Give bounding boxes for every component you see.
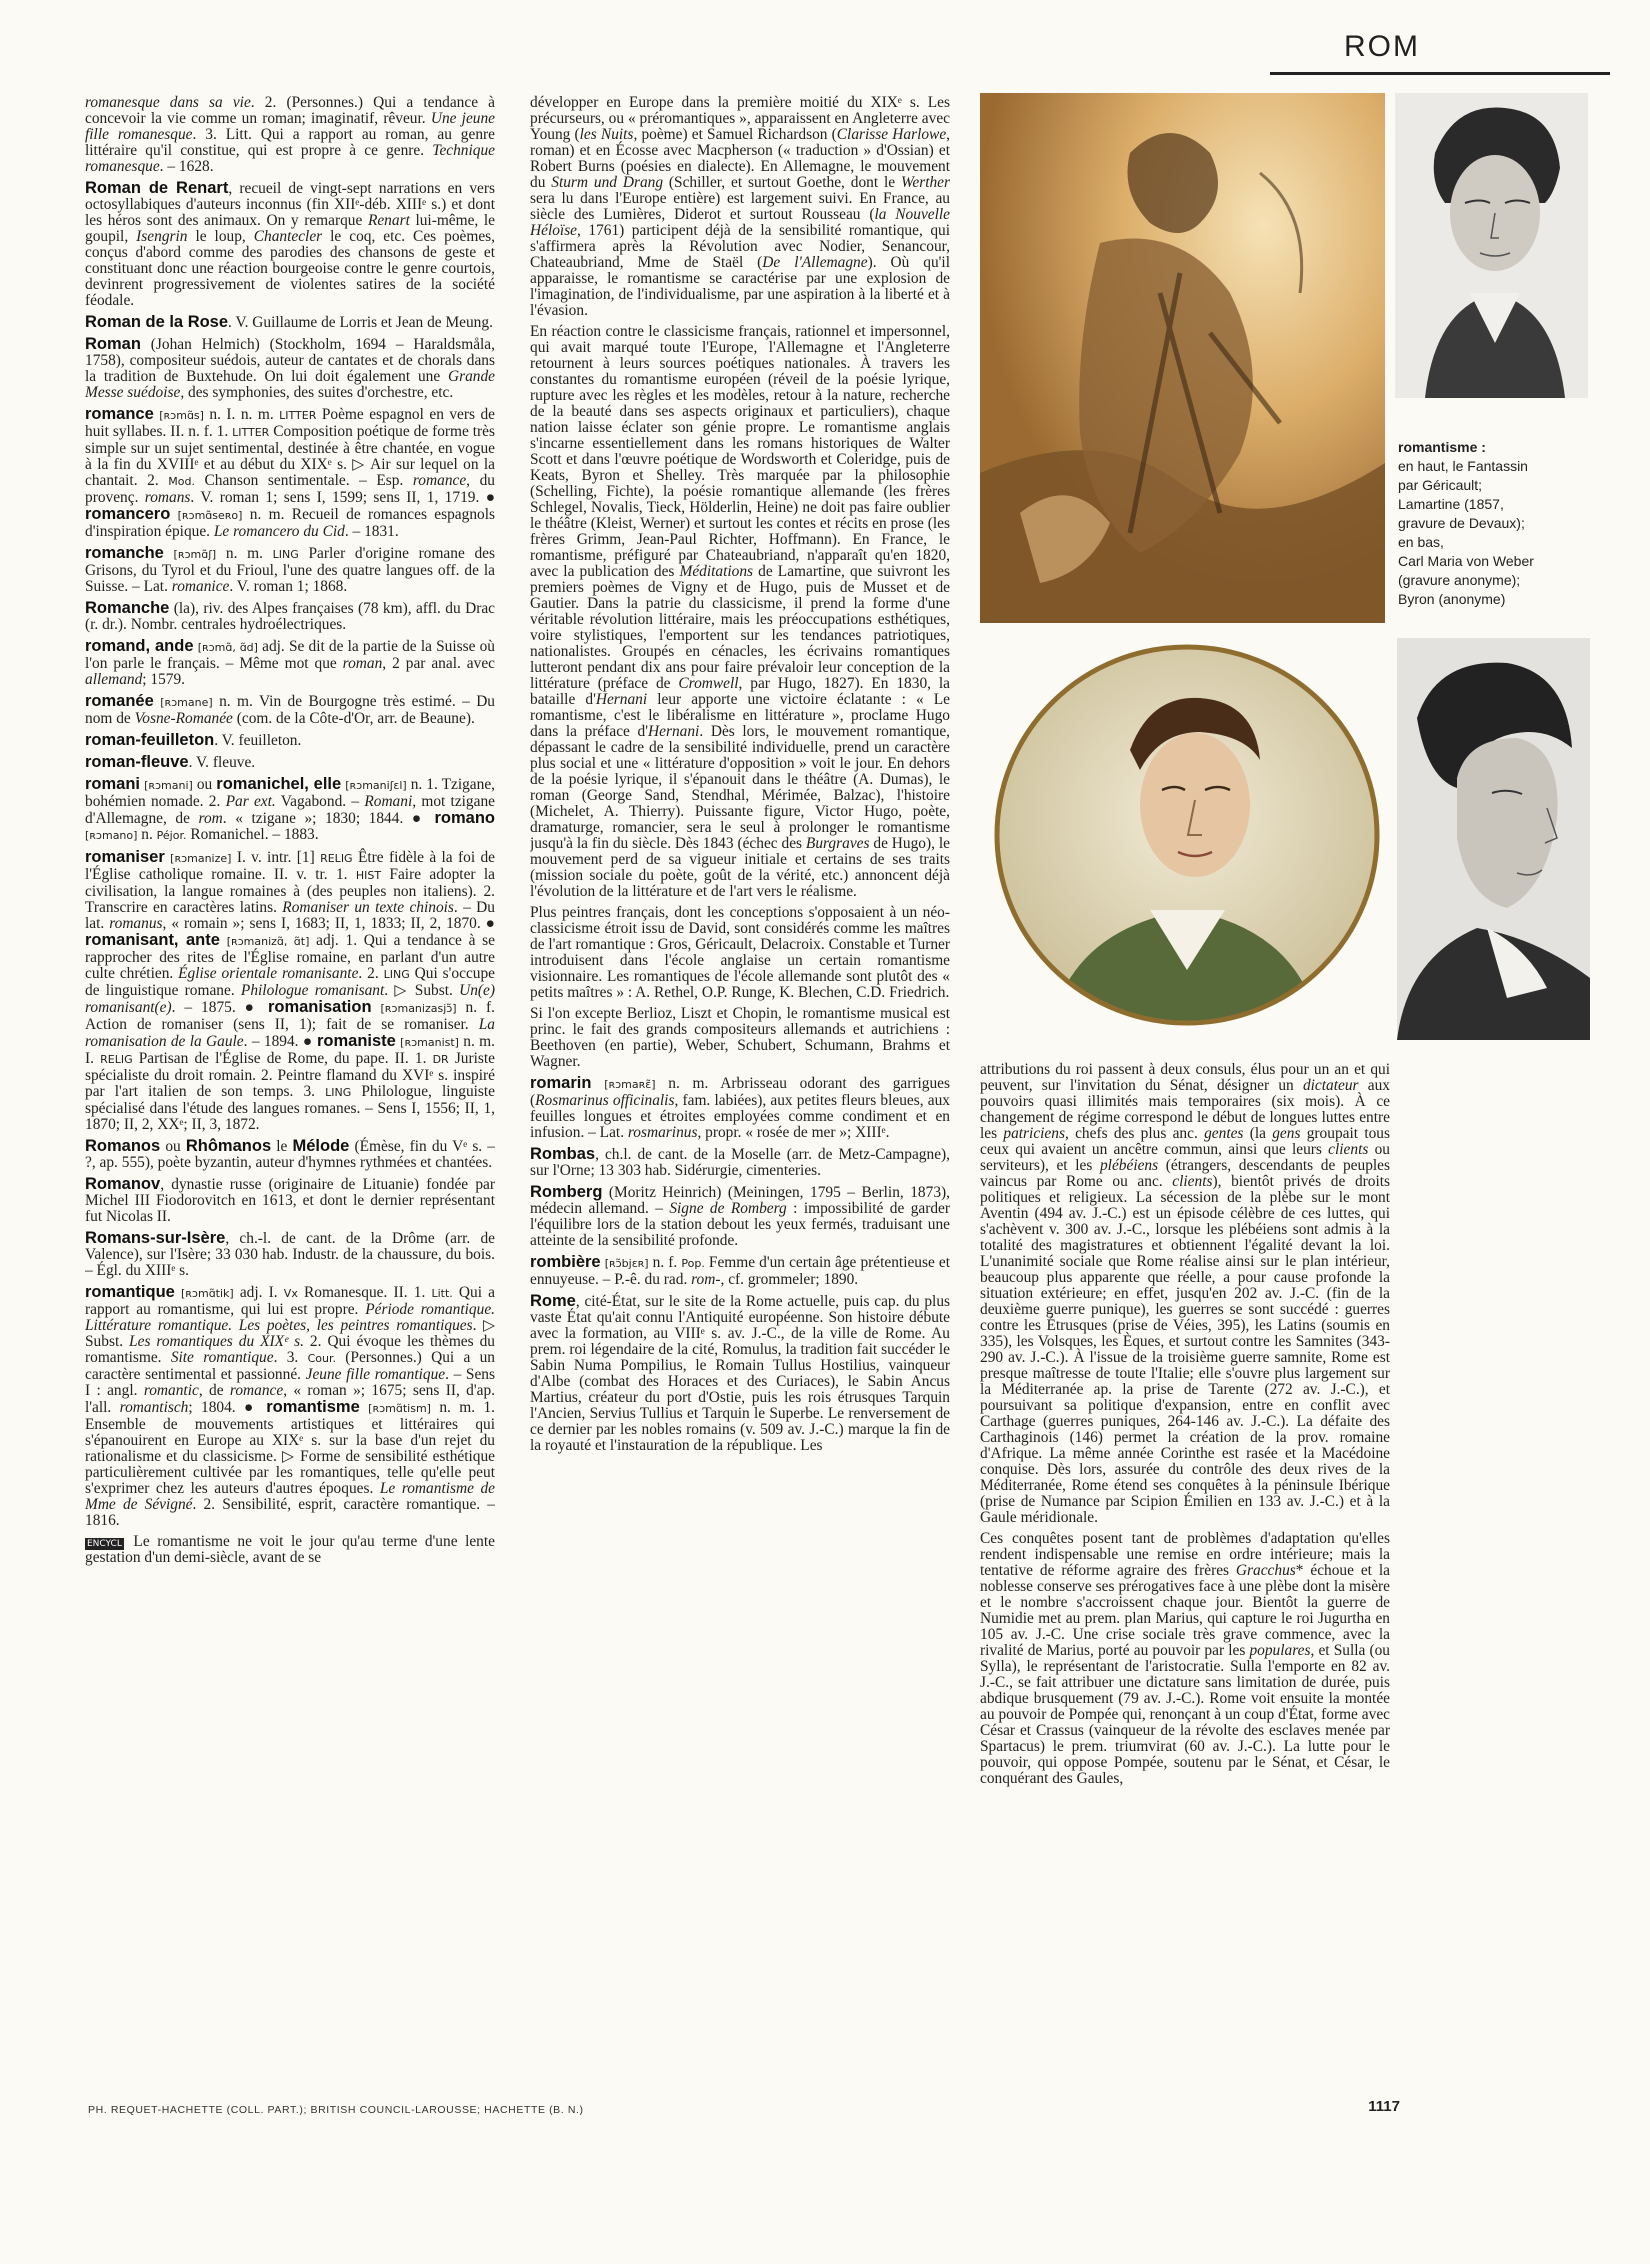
portrait-lamartine-image	[1395, 93, 1588, 398]
entry-text: romanesque dans sa vie	[85, 95, 251, 111]
entry-paragraph	[85, 314, 495, 331]
entry-text: . – 1894. ●	[243, 1033, 317, 1050]
entry-text: , de	[198, 1382, 230, 1399]
entry-text: lui-même, le goupil,	[85, 212, 495, 245]
entry-text: Cour.	[307, 1352, 336, 1365]
entry-paragraph	[980, 1531, 1390, 1787]
entry-paragraph	[980, 1062, 1390, 1526]
entry-text: Hernani	[648, 723, 700, 740]
entry-headword: Romanov	[85, 1175, 161, 1193]
entry-paragraph	[85, 754, 495, 771]
entry-text: (Personnes.) Qui a un caractère sentimental et passionné.	[85, 1349, 495, 1383]
entry-text: , 1761) participent déjà de la sensibilité romantique, qui s'affirmera après la Révolution avec Nodier, Senancour, Chateaubriand, Mme de Staël (	[530, 222, 950, 271]
entry-text: , propr. « rosée de mer »; XIIIᵉ.	[697, 1124, 890, 1141]
entry-headword: romarin	[530, 1074, 592, 1092]
entry-text: groupait tous ceux qui avaient un ancêtre commun, ainsi que leurs	[980, 1125, 1390, 1158]
entry-text: Romanesque. II. 1.	[297, 1284, 432, 1301]
entry-text: .	[159, 158, 164, 175]
entry-text: [ʀɔmaniʃɛl]	[345, 779, 407, 792]
entry-text: Pop.	[681, 1257, 705, 1270]
entry-text: I. v. intr. [1]	[231, 849, 321, 866]
entry-text: Composition poétique de forme très simple sur un sujet sentimental, destinée à être chantée, en vogue à la fin du XVIIIᵉ et au début du XIXᵉ s. ▷ Air sur lequel on la chantait. 2.	[85, 423, 495, 489]
entry-text: Poème espagnol en vers de huit syllabes. II. n. f. 1.	[85, 406, 495, 440]
entry-text	[360, 1399, 368, 1416]
caption-line: Carl Maria von Weber	[1398, 553, 1534, 569]
caption-title: romantisme :	[1398, 439, 1486, 455]
entry-text: Romaniser un texte chinois	[282, 899, 454, 916]
entry-text: Le romancero du Cid	[213, 523, 345, 540]
entry-text: Qui s'occupe de linguistique romane.	[85, 965, 495, 999]
caption-line: en haut, le Fantassin	[1398, 458, 1528, 474]
text-column-left	[85, 95, 495, 2095]
entry-headword: romanche	[85, 544, 164, 562]
running-head: ROM	[1344, 30, 1420, 63]
entry-text: [ʀɔmɑ̃, ɑ̃d]	[197, 641, 258, 654]
entry-headword: romancero	[85, 505, 171, 523]
entry-paragraph	[85, 95, 495, 175]
entry-text	[170, 506, 177, 523]
entry-text: le	[271, 1138, 293, 1155]
entry-text: , ch.-l. de cant. de la Drôme (arr. de Valence), sur l'Isère; 33 030 hab. Industr. de la chaussure, du bois. – Égl. du XIIIᵉ s.	[85, 1230, 495, 1279]
entry-paragraph	[530, 95, 950, 319]
entry-text: . V. feuilleton.	[214, 732, 302, 749]
entry-text: . 2. (Personnes.) Qui a tendance à concevoir la vie comme un roman; imaginatif, rêveur.	[85, 95, 495, 127]
entry-text: [ʀɔmano]	[85, 829, 138, 842]
entry-headword: Romans-sur-Isère	[85, 1229, 226, 1247]
entry-text: (Johan Helmich) (Stockholm, 1694 – Haraldsmåla, 1758), compositeur suédois, auteur de cantates et de chorals dans la tradition de Buxtehude. On lui doit également une	[85, 336, 495, 385]
header-rule	[1270, 72, 1610, 75]
entry-text: rom	[198, 810, 223, 827]
entry-headword: Romanos	[85, 1137, 161, 1155]
entry-text: LITTER	[279, 409, 317, 422]
entry-text: Péjor.	[156, 829, 187, 842]
page-number: 1117	[1368, 2098, 1400, 2115]
entry-headword: Romanche	[85, 599, 170, 617]
entry-text: ), bientôt privés de droits politiques et religieux. La sécession de la plèbe sur le mont Aventin (494 av. J.-C.) est un épisode célèbre de ces luttes, qui s'achèvent v. 300 av. J.-C., lorsque les plébéiens sont admis à la totalité des magistratures et obtiennent l'égalité devant la loi. L'unanimité sociale que Rome réalise ainsi sur le plan intérieur, beaucoup plus apparente que réelle, a pour cause profonde la situation extérieure; en effet, jusqu'en 202 av. J.-C. (fin de la deuxième guerre punique), les guerres se sont succédé : guerres contre les Étrusques (prise de Véies, 395), les Latins (soumis en 335), les Volsques, les Èques, et surtout contre les Samnites (343-290 av. J.-C.). À l'issue de la troisième guerre samnite, Rome est presque maîtresse de toute l'Italie; elle s'ouvre plus largement sur la Méditerranée ap. la prise de Tarente (272 av. J.-C.), et poursuivant sa politique d'expansion, entre en conflit avec Carthage (guerres puniques, 264-146 av. J.-C.). La défaite des Carthaginois (146) permet la création de la prov. romaine d'Afrique. La même année Corinthe est rasée et la Macédoine conquise. Dès lors, assurée du contrôle des deux rives de la Méditerranée, Rome étend ses conquêtes à la péninsule Ibérique (prise de Numance par Scipion Émilien en 133 av. J.-C.) et à la Gaule méridionale.	[980, 1173, 1390, 1526]
entry-text: LING	[383, 968, 410, 981]
entry-text: Site romantique	[170, 1349, 274, 1366]
entry-text: n. I. n. m.	[203, 406, 280, 423]
entry-text: Par ext.	[225, 793, 276, 810]
entry-text: (étrangers, descendants de peuples vaincus par Rome ou anc.	[980, 1157, 1390, 1190]
portrait-weber-drawing	[990, 640, 1385, 1030]
entry-text: – 1831.	[348, 523, 399, 540]
entry-text: (com. de la Côte-d'Or, arr. de Beaune).	[232, 710, 475, 727]
entry-text: Philologue, linguiste spécialisé dans l'étude des langues romanes. – Sens I, 1556; II, 1, 1870; II, 2, XXᵉ; II, 3, 1872.	[85, 1083, 495, 1133]
entry-text: romanice	[171, 578, 230, 595]
caption-line: en bas,	[1398, 534, 1444, 550]
entry-text: Le romantisme ne voit le jour qu'au terme d'une lente gestation d'un demi-siècle, avant de se	[85, 1533, 495, 1566]
entry-paragraph	[530, 905, 950, 1001]
entry-text: Un(e) romanisant(e)	[85, 982, 495, 1016]
entry-text: RELIG	[100, 1053, 133, 1066]
entry-text: n. m. 1. Ensemble de mouvements artistiques et littéraires qui s'épanouirent en Europe au XIXᵉ s. sur la base d'un rejet du rationalisme et du classicisme. ▷ Forme de sensibilité esthétique particulièrement cultivée par les romantiques, telle qu'elle peut s'exprimer chez les auteurs d'autres époques.	[85, 1399, 495, 1497]
entry-text: ou serviteurs), et les	[980, 1141, 1390, 1174]
entry-text: ; 1804. ●	[188, 1399, 267, 1416]
entry-text: DR	[432, 1053, 449, 1066]
entry-text: . ▷ Subst.	[384, 982, 460, 999]
entry-text: la Nouvelle Héloïse	[530, 206, 950, 239]
image-caption	[1398, 438, 1598, 609]
entry-paragraph	[85, 545, 495, 595]
entry-headword: romanisation	[267, 998, 372, 1016]
entry-text: LING	[272, 548, 299, 561]
entry-text: Parler d'origine romane des Grisons, du Tyrol et du Frioul, l'une des quatre langues off. de la Suisse. – Lat.	[85, 545, 495, 595]
caption-line: gravure de Devaux);	[1398, 515, 1525, 531]
entry-text: RELIG	[320, 852, 353, 865]
entry-paragraph	[85, 180, 495, 309]
entry-text: , cité-État, sur le site de la Rome actuelle, puis cap. du plus vaste État qu'ait connu l'Antiquité européenne. Son histoire débute avec la formation, au VIIIᵉ s. av. J.-C., de la ville de Rome. Au prem. roi légendaire de la cité, Romulus, la tradition fait succéder le Sabin Numa Pompilius, le Romain Tullus Hostilius, vainqueur d'Albe (combat des Horaces et des Curiaces), le Sabin Ancus Martius, créateur du port d'Ostie, puis les rois étrusques Tarquin l'Ancien, Servius Tullius et Tarquin le Superbe. Le renversement de ce dernier par les nobles romains (v. 509 av. J.-C.) marque la fin de la royauté et l'instauration de la république. Les	[530, 1293, 950, 1454]
entry-paragraph	[530, 1006, 950, 1070]
entry-text: . 3. Litt. Qui a rapport au roman, au genre littéraire qu'il constitue, qui est propre à ce genre.	[85, 126, 495, 159]
entry-text: , ch.l. de cant. de la Moselle (arr. de Metz-Campagne), sur l'Orne; 13 303 hab. Sidérurgie, cimenteries.	[530, 1146, 950, 1179]
entry-headword: Roman	[85, 335, 141, 353]
entry-text: [ʀɔmɑ̃tik]	[181, 1287, 234, 1300]
entry-text: Église orientale romanisante	[178, 965, 359, 982]
entry-text: gens	[1272, 1125, 1301, 1142]
entry-text: n. f.	[648, 1254, 682, 1271]
entry-text: développer en Europe dans la première moitié du XIXᵉ s. Les précurseurs, ou « préromantiques », apparaissent en Angleterre avec Young (	[530, 95, 950, 143]
entry-text: Juriste spécialiste du droit romain. 2. Peintre flamand du XVIᵉ s. inspiré par l'art italien de son temps. 3.	[85, 1050, 495, 1100]
entry-headword: romano	[434, 809, 495, 827]
entry-text: romance	[412, 472, 467, 489]
entry-text: ou	[160, 1138, 186, 1155]
entry-text: clients	[1328, 1141, 1369, 1158]
entry-text: roman	[342, 655, 383, 672]
entry-paragraph	[85, 1534, 495, 1566]
entry-text: ; 1579.	[142, 671, 186, 688]
entry-text: Méditations	[679, 563, 754, 580]
entry-text: : impossibilité de garder l'équilibre lors de la station debout les yeux fermés, traduisant une atteinte de la sensibilité profonde.	[530, 1200, 950, 1249]
entry-text	[220, 932, 227, 949]
entry-text: . 2. Sensibilité, esprit, caractère romantique. – 1816.	[85, 1496, 495, 1529]
entry-text: n. m. Arbrisseau odorant des garrigues (	[530, 1075, 950, 1109]
entry-headword: Romberg	[530, 1183, 603, 1201]
entry-text: – 1628.	[163, 158, 214, 175]
entry-headword: Roman de Renart	[85, 179, 229, 197]
entry-text: , chefs des plus anc.	[1064, 1125, 1205, 1142]
entry-text: (Schiller, et surtout Goethe, dont le	[663, 174, 901, 191]
entry-paragraph	[85, 406, 495, 540]
entry-text: . ▷ Subst.	[85, 1317, 495, 1350]
entry-text: romance	[229, 1382, 284, 1399]
entry-text: romans	[144, 489, 191, 506]
entry-text: De l'Allemagne	[762, 254, 868, 271]
entry-text: Romani	[364, 793, 413, 810]
entry-text	[164, 545, 174, 562]
entry-headword: romani	[85, 775, 141, 793]
entry-text: Sturm und Drang	[551, 174, 664, 191]
entry-text: , fam. labiées), aux petites fleurs bleues, aux feuilles longues et étroites employées comme condiment et en infusion. – Lat.	[530, 1092, 950, 1141]
entry-text: romantic	[143, 1382, 199, 1399]
entry-text: ou	[192, 776, 217, 793]
entry-text: romanus	[109, 915, 163, 932]
entry-headword: rombière	[530, 1253, 601, 1271]
entry-text: . V. roman 1; 1868.	[229, 578, 348, 595]
entry-text: . – 1875. ●	[171, 999, 268, 1016]
entry-headword: Rome	[530, 1292, 576, 1310]
entry-text: LITTER	[232, 426, 270, 439]
entry-text: allemand	[85, 671, 143, 688]
entry-text: , mot tzigane d'Allemagne, de	[85, 793, 495, 827]
entry-text: [ʀɔmɑ̃seʀo]	[177, 509, 243, 522]
entry-headword: romance	[85, 405, 154, 423]
entry-text: Gracchus	[1235, 1562, 1296, 1579]
entry-headword: romanisant, ante	[85, 931, 220, 949]
entry-text: . – Du lat.	[85, 899, 495, 932]
entry-text: . Dès lors, le mouvement romantique, dépassant le cadre de la sensibilité individuelle, prend un caractère plus social et une « littérature d'opposition » voit le jour. En dehors de la poésie lyrique, il s'épanouit dans le théâtre (A. Dumas), le roman (George Sand, Stendhal, Mérimée, Balzac), l'histoire (Michelet, A. Thierry). Puissante figure, Victor Hugo, poète, dramaturge, romancier, sera le seul à prolonger le romantisme jusqu'à la fin du siècle. Dès 1843 (échec des	[530, 723, 950, 852]
encycl-tag: ENCYCL	[87, 1539, 122, 1549]
entry-text: , du provenç.	[85, 472, 495, 506]
entry-paragraph	[85, 1284, 495, 1529]
painting-fantassin-drawing	[980, 93, 1385, 623]
entry-text: Plus peintres français, dont les conceptions s'opposaient à un néo-classicisme étroit issu de David, sont considérés comme les maîtres de l'art romantique : Gros, Géricault, Delacroix. Constable et Turner introduisent dans l'école anglaise un certain romantisme visionnaire. Les romantiques de l'école allemande sont plutôt des « petits maîtres » : A. Rethel, O.P. Runge, K. Blechen, C.D. Friedrich.	[530, 904, 950, 1001]
entry-text: aux pouvoirs quasi illimités mais temporaires (six mois). À ce changement de régime correspond le début de longues luttes entre les	[980, 1077, 1390, 1142]
caption-line: Byron (anonyme)	[1398, 591, 1506, 607]
entry-text: leur apporte une victoire éclatante : « Le romantisme, c'est le libéralisme en littérature », proclame Hugo dans la préface d'	[530, 691, 950, 740]
entry-paragraph	[85, 336, 495, 401]
entry-text: [ʀɔmɑ̃tism]	[368, 1402, 431, 1415]
entry-text: .	[344, 523, 349, 540]
entry-text: [ʀɔmanizasjɔ̃]	[380, 1002, 457, 1015]
caption-line: Lamartine (1857,	[1398, 496, 1504, 512]
entry-headword: Mélode	[292, 1137, 350, 1155]
caption-line: (gravure anonyme);	[1398, 572, 1521, 588]
entry-paragraph	[530, 1184, 950, 1249]
portrait-byron-image	[1397, 638, 1590, 1040]
entry-text: , des symphonies, des suites d'orchestre, etc.	[180, 384, 454, 401]
entry-text: Partisan de l'Église de Rome, du pape. II. 1.	[132, 1050, 433, 1067]
entry-text: n.	[137, 826, 157, 843]
entry-text: adj. Se dit de la partie de la Suisse où l'on parle le français. – Même mot que	[85, 638, 495, 672]
caption-line: par Géricault;	[1398, 477, 1483, 493]
entry-text: Période romantique. Littérature romantique. Les poètes, les peintres romantiques	[85, 1301, 495, 1334]
entry-text: 2. Qui évoque les thèmes du romantisme.	[85, 1333, 495, 1366]
entry-text: [ʀɔmane]	[160, 696, 213, 709]
entry-text: Renart	[367, 212, 410, 229]
entry-headword: romand, ande	[85, 637, 194, 655]
entry-text: Grande Messe suédoise	[85, 368, 495, 401]
entry-text: plébéiens	[1099, 1157, 1159, 1174]
entry-text: n. 1. Tzigane, bohémien nomade. 2.	[85, 776, 495, 810]
entry-text: sera lu dans l'Europe entière) est largement suivi. En France, au siècle des Lumières, Diderot et surtout Rousseau (	[530, 190, 950, 223]
entry-text: le loup,	[187, 228, 254, 245]
entry-text: clients	[1172, 1173, 1213, 1190]
entry-text: dictateur	[1302, 1077, 1359, 1094]
entry-text: , roman) et en Écosse avec Macpherson (« traduction » d'Ossian) et Robert Burns (poésies en dialecte). En Allemagne, le mouvement du	[530, 126, 950, 191]
entry-text: , dynastie russe (originaire de Lituanie) fondée par Michel III Fiodorovitch en 1613, et dont le dernier représentant fut Nicolas II.	[85, 1176, 495, 1225]
entry-text: rosmarinus	[627, 1124, 698, 1141]
entry-text: Chanson sentimentale. – Esp.	[194, 472, 413, 489]
entry-text: Mod.	[168, 475, 195, 488]
entry-text: * échoue et la noblesse conserve ses prérogatives face à une plèbe dont la misère et le nombre s'accroissent chaque jour. Bientôt la guerre de Numidie met au prem. plan Marius, qui capture le roi Jugurtha en 105 av. J.-C. Une crise sociale très grave commence, avec la rivalité de Marius, porté au pouvoir par les	[980, 1562, 1390, 1659]
entry-text: , poème) et Samuel Richardson (	[633, 126, 837, 143]
entry-text: n. m. Vin de Bourgogne très estimé. – Du nom de	[85, 693, 495, 727]
entry-text: Romanichel. – 1883.	[186, 826, 319, 843]
entry-text: Si l'on excepte Berlioz, Liszt et Chopin, le romantisme musical est princ. le fait des grands compositeurs allemands et autrichiens : Beethoven (en partie), Weber, Schubert, Schumann, Brahms et Wagner.	[530, 1005, 950, 1070]
entry-text: de Hugo), le mouvement perd de sa vigueur initiale et certains de ses traits (mission sociale du poète, goût de la vérité, etc.) annoncent déjà l'évolution de la littérature et de l'art vers le réalisme.	[530, 835, 950, 900]
entry-headword: Rhômanos	[185, 1137, 272, 1155]
entry-paragraph	[530, 324, 950, 900]
entry-text: Faire adopter la civilisation, la langue romaines à (des peuples non italiens). 2. Transcrire en caractères latins.	[85, 866, 495, 916]
entry-text: . 3.	[273, 1349, 308, 1366]
entry-headword: romanichel, elle	[216, 775, 342, 793]
entry-headword: Roman de la Rose	[85, 313, 229, 331]
entry-text	[591, 1075, 604, 1092]
entry-paragraph	[85, 849, 495, 1133]
entry-headword: roman-fleuve	[85, 753, 189, 771]
entry-text: Vx	[283, 1287, 298, 1300]
entry-paragraph	[530, 1254, 950, 1288]
entry-text: Hernani	[595, 691, 648, 708]
painting-fantassin-image	[980, 93, 1385, 623]
entry-text: Clarisse Harlowe	[836, 126, 947, 143]
entry-text: patriciens	[1003, 1125, 1065, 1142]
entry-text: les Nuits	[579, 126, 634, 143]
entry-text: . V. roman 1; sens I, 1599; sens II, 1, 1719. ●	[190, 489, 495, 506]
entry-headword: romaniste	[316, 1032, 396, 1050]
entry-paragraph	[85, 776, 495, 844]
entry-paragraph	[85, 693, 495, 727]
entry-text: n. m. Recueil de romances espagnols d'inspiration épique.	[85, 506, 495, 540]
entry-text: , et Sulla (ou Sylla), le représentant de l'aristocratie. Sulla l'emporte en 82 av. J.-C., se fait attribuer une dictature sans limitation de durée, puis abdique brusquement (79 av. J.-C.). Rome voit ensuite la montée au pouvoir de Pompée qui, renonçant à un coup d'État, forme avec César et Crassus (vainqueur de la révolte des esclaves menée par Spartacus) le prem. triumvirat (60 av. J.-C.). La lutte pour le pouvoir, qui oppose Pompée, soutenu par le Sénat, et César, le conquérant des Gaules,	[980, 1642, 1390, 1787]
entry-text: n. f. Action de romaniser (sens II, 1); fait de se romaniser.	[85, 999, 495, 1033]
photo-credits: PH. REQUET-HACHETTE (COLL. PART.); BRITISH COUNCIL-LAROUSSE; HACHETTE (B. N.)	[88, 2104, 584, 2116]
entry-text: . V. fleuve.	[188, 754, 256, 771]
entry-paragraph	[85, 1138, 495, 1171]
entry-text: , « roman »; 1675; sens II, d'ap. l'all.	[85, 1382, 495, 1416]
entry-text: , « romain »; sens I, 1683; II, 1, 1833; II, 2, 1870. ●	[162, 915, 495, 932]
entry-text: Werther	[900, 174, 950, 191]
entry-text: (la), riv. des Alpes françaises (78 km), affl. du Drac (r. dr.). Nombr. centrales hydroélectriques.	[85, 600, 495, 633]
entry-paragraph	[530, 1293, 950, 1454]
entry-text: [ʀɔmɑ̃s]	[159, 409, 204, 422]
entry-text: ). Où qu'il apparaisse, le romantisme se caractérise par une explosion de l'imagination, de l'individualisme, par une aspiration à la liberté et à l'évasion.	[530, 254, 950, 319]
entry-text: Les romantiques du XIXᵉ s.	[129, 1333, 304, 1350]
entry-text: [ʀɔmaʀɛ̃]	[604, 1078, 656, 1091]
entry-text: , cf. grommeler; 1890.	[720, 1271, 859, 1288]
entry-paragraph	[85, 732, 495, 749]
entry-paragraph	[85, 1176, 495, 1225]
entry-text: Le romantisme de Mme de Sévigné	[85, 1480, 495, 1513]
entry-text: , recueil de vingt-sept narrations en vers octosyllabiques d'auteurs inconnus (fin XIIᵉ-déb. XIIIᵉ s.) et dont les héros sont des animaux. On y remarque	[85, 180, 495, 229]
entry-text: [ʀɔmanize]	[170, 852, 232, 865]
entry-text: Vosne-Romanée	[134, 710, 233, 727]
entry-paragraph	[85, 1230, 495, 1279]
entry-text: Femme d'un certain âge prétentieuse et ennuyeuse. – P.-ê. du rad.	[530, 1254, 950, 1288]
entry-text: gentes	[1204, 1125, 1244, 1142]
entry-text: Litt.	[431, 1287, 453, 1300]
entry-text: Philologue romanisant	[240, 982, 385, 999]
entry-text: . V. Guillaume de Lorris et Jean de Meung.	[228, 314, 493, 331]
entry-headword: romanée	[85, 692, 154, 710]
entry-text: Signe de Romberg	[669, 1200, 787, 1217]
entry-text: , 2 par anal. avec	[382, 655, 495, 672]
entry-headword: romaniser	[85, 848, 165, 866]
entry-text: En réaction contre le classicisme français, rationnel et impersonnel, qui avait marqué toute l'Europe, l'Allemagne et l'Angleterre retournent à leurs sources poétiques nationales. À travers les constantes du romantisme européen (réveil de la poésie lyrique, rupture avec les règles et les modèles, retour à la nature, recherche de la beauté dans ses aspects originaux et particuliers), chaque nation laisse éclater son génie propre. Le romantisme anglais s'incarne essentiellement dans les romans historiques de Walter Scott et dans l'œuvre poétique de Wordsworth et Coleridge, puis de Keats, Byron et Shelley. Très marquée par la philosophie (Schelling, Fichte), la poésie romantique allemande (les frères Schlegel, Novalis, Tieck, Hölderlin, Heine) ne doit pas faire oublier le théâtre (Kleist, Werner) et surtout les contes et récits en prose (les frères Grimm, Jean-Paul Richter, Hoffmann). En France, le romantisme, préfiguré par Chateaubriand, n'apparaît qu'en 1820, avec la publication des	[530, 323, 950, 580]
entry-text: Une jeune fille romanesque	[85, 110, 495, 143]
entry-headword: Rombas	[530, 1145, 596, 1163]
entry-text: Qui a rapport au romantisme, qui lui est propre.	[85, 1284, 495, 1318]
entry-text: [ʀɔ̃bjɛʀ]	[604, 1257, 649, 1270]
entry-text: Vagabond. –	[275, 793, 365, 810]
entry-text: . – Sens I : angl.	[85, 1366, 495, 1399]
entry-text: (la	[1243, 1125, 1273, 1142]
entry-text: (Émèse, fin du Vᵉ s. – ?, ap. 555), poète byzantin, auteur d'hymnes rythmées et chantées.	[85, 1138, 495, 1171]
text-column-right	[980, 1062, 1390, 2097]
entry-text: Chantecler	[253, 228, 323, 245]
entry-headword: roman-feuilleton	[85, 731, 215, 749]
entry-paragraph	[85, 638, 495, 688]
entry-text: adj. I.	[233, 1284, 284, 1301]
entry-headword: romantisme	[266, 1398, 360, 1416]
entry-paragraph	[530, 1075, 950, 1141]
entry-text: rom-	[691, 1271, 721, 1288]
entry-text: Être fidèle à la foi de l'Église catholique romaine. II. v. tr. 1.	[85, 849, 495, 883]
entry-text	[372, 999, 381, 1016]
entry-text: [ʀɔmɑ̃ʃ]	[173, 548, 217, 561]
entry-text: Isengrin	[136, 228, 188, 245]
entry-text: populares	[1249, 1642, 1311, 1659]
entry-text: Jeune fille romantique	[305, 1366, 446, 1383]
entry-text: La romanisation de la Gaule	[85, 1016, 495, 1050]
entry-text: Cromwell	[678, 675, 739, 692]
entry-text: Burgraves	[805, 835, 870, 852]
entry-text: n. m. I.	[85, 1033, 495, 1067]
portrait-lamartine-drawing	[1395, 93, 1588, 398]
entry-text: n. m.	[216, 545, 273, 562]
entry-text: (Moritz Heinrich) (Meiningen, 1795 – Berlin, 1873), médecin allemand. –	[530, 1184, 950, 1217]
entry-text: Ces conquêtes posent tant de problèmes d'adaptation qu'elles rendent indispensable une remise en ordre intérieure; mais la tentative de réforme agraire des frères	[980, 1530, 1390, 1579]
entry-text: . « tzigane »; 1830; 1844. ●	[222, 810, 435, 827]
entry-text: Rosmarinus officinalis	[535, 1092, 675, 1109]
entry-text: HIST	[355, 869, 382, 882]
entry-text: de Lamartine, que suivront les premiers poèmes de Vigny et de Hugo, puis de Musset et de Gautier. Dans la patrie du classicisme, il prend la forme d'une véritable révolution littéraire, mais les préoccupations esthétiques, voire stylistiques, l'emportent sur les tendances patriotiques, nationalistes. Groupés en cénacles, les écrivains romantiques lutteront pendant dix ans pour faire prévaloir leur conception de la littérature (préface de	[530, 563, 950, 692]
entry-paragraph	[530, 1146, 950, 1179]
entry-text: le coq, etc. Ces poèmes, conçus d'abord comme des parodies des chansons de geste et constituant donc une réaction bourgeoise contre le genre courtois, devinrent progressivement de violentes satires de la société féodale.	[85, 228, 495, 309]
entry-text: [ʀɔmani]	[144, 779, 193, 792]
text-column-middle	[530, 95, 950, 2095]
entry-text: . 2.	[358, 965, 384, 982]
entry-text: LING	[325, 1086, 352, 1099]
entry-headword: romantique	[85, 1283, 175, 1301]
entry-text: romantisch	[119, 1399, 189, 1416]
portrait-byron-drawing	[1397, 638, 1590, 1040]
entry-text: Technique romanesque	[85, 142, 495, 175]
entry-text: attributions du roi passent à deux consuls, élus pour un an et qui peuvent, sur l'invitation du Sénat, désigner un	[980, 1062, 1390, 1094]
entry-text: [ʀɔmanizɑ̃, ɑ̃t]	[226, 935, 310, 948]
entry-text: [ʀɔmanist]	[400, 1036, 459, 1049]
entry-text: , par Hugo, 1827). En 1830, la bataille d'	[530, 675, 950, 708]
entry-paragraph	[85, 600, 495, 633]
caption-lines	[1398, 457, 1598, 609]
entry-text: adj. 1. Qui a tendance à se rapprocher des rites de l'Église romaine, en parlant d'un autre culte chrétien.	[85, 932, 495, 982]
portrait-weber-image	[990, 640, 1385, 1030]
